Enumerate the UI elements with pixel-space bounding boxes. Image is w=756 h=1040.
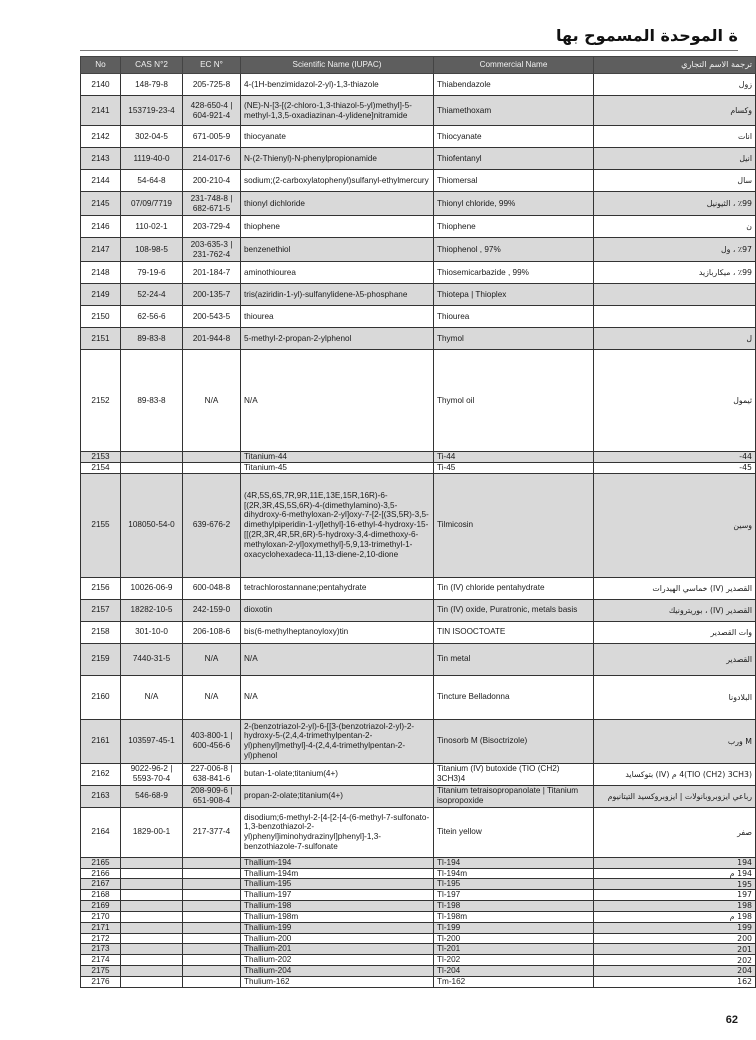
cell-commercial-name: Thiophenol , 97% xyxy=(434,238,594,262)
table-row xyxy=(81,148,756,170)
cell-scientific-name: tris(aziridin-1-yl)-sulfanylidene-λ5-phosphane xyxy=(241,284,434,306)
cell-commercial-name: Ti-44 xyxy=(434,452,594,463)
cell-scientific-name: Thallium-201 xyxy=(241,944,434,955)
table-row xyxy=(81,621,756,643)
cell-scientific-name: Thallium-200 xyxy=(241,933,434,944)
cell-scientific-name: benzenethiol xyxy=(241,238,434,262)
cell-commercial-name: Titanium (IV) butoxide (TIO (CH2) 3CH3)4 xyxy=(434,763,594,785)
cell-ec: 203-729-4 xyxy=(183,216,241,238)
cell-commercial-name: Thymol xyxy=(434,328,594,350)
page-number: 62 xyxy=(725,1014,738,1026)
table-row xyxy=(81,577,756,599)
cell-arabic-name: 202 xyxy=(594,955,756,966)
cell-arabic-name: زول xyxy=(594,74,756,96)
cell-ec xyxy=(183,890,241,901)
cell-scientific-name: Thallium-195 xyxy=(241,879,434,890)
cell-cas xyxy=(121,944,183,955)
cell-cas: 103597-45-1 xyxy=(121,719,183,763)
table-row xyxy=(81,216,756,238)
cell-commercial-name: Thiomersal xyxy=(434,170,594,192)
cell-no: 2176 xyxy=(81,976,121,987)
cell-ec: 208-909-6 | 651-908-4 xyxy=(183,785,241,807)
cell-arabic-name: 199 xyxy=(594,922,756,933)
cell-cas: 1829-00-1 xyxy=(121,807,183,857)
cell-ec xyxy=(183,976,241,987)
cell-commercial-name: Tl-197 xyxy=(434,890,594,901)
cell-commercial-name: Tl-198m xyxy=(434,911,594,922)
table-row xyxy=(81,284,756,306)
cell-arabic-name: 45- xyxy=(594,462,756,473)
cell-ec: 201-944-8 xyxy=(183,328,241,350)
cell-commercial-name: Thiotepa | Thioplex xyxy=(434,284,594,306)
table-row xyxy=(81,807,756,857)
cell-commercial-name: Tl-199 xyxy=(434,922,594,933)
cell-scientific-name: (NE)-N-[3-[(2-chloro-1,3-thiazol-5-yl)methyl]-5-methyl-1,3,5-oxadiazinan-4-ylidene]nitramide xyxy=(241,96,434,126)
cell-cas: 108050-54-0 xyxy=(121,473,183,577)
cell-arabic-name: 195 xyxy=(594,879,756,890)
cell-no: 2160 xyxy=(81,675,121,719)
table-row xyxy=(81,955,756,966)
cell-no: 2170 xyxy=(81,911,121,922)
cell-no: 2144 xyxy=(81,170,121,192)
cell-arabic-name xyxy=(594,306,756,328)
cell-cas: 148-79-8 xyxy=(121,74,183,96)
cell-cas xyxy=(121,879,183,890)
cell-no: 2175 xyxy=(81,966,121,977)
cell-scientific-name: Thallium-198m xyxy=(241,911,434,922)
cell-ec: 403-800-1 | 600-456-6 xyxy=(183,719,241,763)
header-scientific-name: Scientific Name (IUPAC) xyxy=(241,57,434,74)
cell-no: 2174 xyxy=(81,955,121,966)
cell-cas: 153719-23-4 xyxy=(121,96,183,126)
cell-no: 2166 xyxy=(81,868,121,879)
cell-arabic-name: ٪97 ، ول xyxy=(594,238,756,262)
chemical-table xyxy=(80,56,756,988)
cell-ec xyxy=(183,966,241,977)
table-row xyxy=(81,719,756,763)
cell-cas xyxy=(121,933,183,944)
cell-arabic-name: القصدير xyxy=(594,643,756,675)
cell-arabic-name: القصدير (IV) ، بوريترونيك xyxy=(594,599,756,621)
table-row xyxy=(81,462,756,473)
cell-arabic-name: وسين xyxy=(594,473,756,577)
cell-arabic-name: وكسام xyxy=(594,96,756,126)
cell-ec: 214-017-6 xyxy=(183,148,241,170)
cell-cas xyxy=(121,922,183,933)
cell-arabic-name: ثيمول xyxy=(594,350,756,452)
cell-scientific-name: N-(2-Thienyl)-N-phenylpropionamide xyxy=(241,148,434,170)
cell-ec xyxy=(183,944,241,955)
cell-commercial-name: Tl-200 xyxy=(434,933,594,944)
cell-scientific-name: (4R,5S,6S,7R,9R,11E,13E,15R,16R)-6-[(2R,3R,4S,5S,6R)-4-(dimethylamino)-3,5-dihydroxy-6-methyloxan-2-yl]oxy-7-[2-[(3S,5R)-3,5-dimethylpiperidin-1-yl]ethyl]-16-ethyl-4-hydroxy-15-[[(2R,3R,4R,5R,6R)-5-hydroxy-3,4-dimethoxy-6-methyloxan-2-yl]oxymethyl]-5,9,13-trimethyl-1-oxacyclohexadeca-11,13-diene-2,10-dione xyxy=(241,473,434,577)
cell-commercial-name: Thiocyanate xyxy=(434,126,594,148)
cell-scientific-name: 4-(1H-benzimidazol-2-yl)-1,3-thiazole xyxy=(241,74,434,96)
table-row xyxy=(81,192,756,216)
cell-no: 2152 xyxy=(81,350,121,452)
cell-no: 2169 xyxy=(81,901,121,912)
cell-ec: 639-676-2 xyxy=(183,473,241,577)
cell-scientific-name: Thallium-194 xyxy=(241,857,434,868)
cell-cas xyxy=(121,901,183,912)
cell-ec xyxy=(183,922,241,933)
cell-scientific-name: Titanium-45 xyxy=(241,462,434,473)
table-row xyxy=(81,328,756,350)
cell-scientific-name: 2-(benzotriazol-2-yl)-6-[[3-(benzotriazol-2-yl)-2-hydroxy-5-(2,4,4-trimethylpentan-2-yl)phenyl]methyl]-4-(2,4,4-trimethylpentan-2-yl)phenol xyxy=(241,719,434,763)
table-row xyxy=(81,785,756,807)
cell-arabic-name xyxy=(594,284,756,306)
cell-ec: 203-635-3 | 231-762-4 xyxy=(183,238,241,262)
header-commercial-name: Commercial Name xyxy=(434,57,594,74)
cell-ec xyxy=(183,452,241,463)
cell-scientific-name: Thallium-204 xyxy=(241,966,434,977)
cell-ec: 201-184-7 xyxy=(183,262,241,284)
cell-no: 2146 xyxy=(81,216,121,238)
cell-scientific-name: Thallium-199 xyxy=(241,922,434,933)
cell-ec: N/A xyxy=(183,675,241,719)
cell-cas: 301-10-0 xyxy=(121,621,183,643)
table-row xyxy=(81,933,756,944)
cell-ec xyxy=(183,955,241,966)
cell-ec xyxy=(183,911,241,922)
cell-cas: 89-83-8 xyxy=(121,328,183,350)
cell-scientific-name: Titanium-44 xyxy=(241,452,434,463)
cell-commercial-name: Thiabendazole xyxy=(434,74,594,96)
cell-scientific-name: thiocyanate xyxy=(241,126,434,148)
table-row xyxy=(81,96,756,126)
cell-arabic-name: وات القصدير xyxy=(594,621,756,643)
cell-arabic-name: ل xyxy=(594,328,756,350)
cell-ec: 671-005-9 xyxy=(183,126,241,148)
cell-commercial-name: Ti-45 xyxy=(434,462,594,473)
cell-no: 2159 xyxy=(81,643,121,675)
cell-arabic-name: انات xyxy=(594,126,756,148)
cell-scientific-name: sodium;(2-carboxylatophenyl)sulfanyl-ethylmercury xyxy=(241,170,434,192)
cell-no: 2143 xyxy=(81,148,121,170)
cell-commercial-name: Tl-194m xyxy=(434,868,594,879)
cell-arabic-name: انيل xyxy=(594,148,756,170)
cell-arabic-name: (TIO (CH2) 3CH3)4 م (IV) بتوكسايد xyxy=(594,763,756,785)
cell-commercial-name: Tm-162 xyxy=(434,976,594,987)
cell-arabic-name: 197 xyxy=(594,890,756,901)
cell-cas xyxy=(121,890,183,901)
table-body xyxy=(81,74,756,988)
cell-scientific-name: Thallium-194m xyxy=(241,868,434,879)
table-row xyxy=(81,966,756,977)
table-row xyxy=(81,763,756,785)
table-row xyxy=(81,170,756,192)
cell-scientific-name: aminothiourea xyxy=(241,262,434,284)
cell-no: 2164 xyxy=(81,807,121,857)
cell-no: 2140 xyxy=(81,74,121,96)
cell-commercial-name: Tl-201 xyxy=(434,944,594,955)
cell-no: 2155 xyxy=(81,473,121,577)
cell-commercial-name: Tin (IV) oxide, Puratronic, metals basis xyxy=(434,599,594,621)
table-header-row xyxy=(81,57,756,74)
cell-no: 2172 xyxy=(81,933,121,944)
table-row xyxy=(81,238,756,262)
cell-ec: N/A xyxy=(183,643,241,675)
cell-commercial-name: Titanium tetraisopropanolate | Titanium isopropoxide xyxy=(434,785,594,807)
cell-cas: 7440-31-5 xyxy=(121,643,183,675)
table-row xyxy=(81,976,756,987)
cell-ec: 206-108-6 xyxy=(183,621,241,643)
table-row xyxy=(81,126,756,148)
cell-commercial-name: Thiosemicarbazide , 99% xyxy=(434,262,594,284)
cell-ec xyxy=(183,868,241,879)
cell-scientific-name: thiourea xyxy=(241,306,434,328)
cell-commercial-name: Thiamethoxam xyxy=(434,96,594,126)
cell-cas xyxy=(121,911,183,922)
cell-no: 2165 xyxy=(81,857,121,868)
cell-no: 2147 xyxy=(81,238,121,262)
cell-arabic-name: رباعي ايزوبروبانولات | ايزوبروكسيد التيتانيوم xyxy=(594,785,756,807)
cell-cas: 9022-96-2 | 5593-70-4 xyxy=(121,763,183,785)
cell-scientific-name: bis(6-methylheptanoyloxy)tin xyxy=(241,621,434,643)
title-rule xyxy=(80,50,738,51)
cell-no: 2151 xyxy=(81,328,121,350)
cell-scientific-name: tetrachlorostannane;pentahydrate xyxy=(241,577,434,599)
cell-no: 2156 xyxy=(81,577,121,599)
cell-ec: 200-543-5 xyxy=(183,306,241,328)
cell-arabic-name: 198 م xyxy=(594,911,756,922)
table-row xyxy=(81,473,756,577)
cell-cas xyxy=(121,857,183,868)
table-row xyxy=(81,262,756,284)
cell-ec: 231-748-8 | 682-671-5 xyxy=(183,192,241,216)
cell-scientific-name: Thulium-162 xyxy=(241,976,434,987)
cell-cas: 89-83-8 xyxy=(121,350,183,452)
cell-cas: 52-24-4 xyxy=(121,284,183,306)
cell-commercial-name: Tl-195 xyxy=(434,879,594,890)
cell-scientific-name: disodium;6-methyl-2-[4-[2-[4-(6-methyl-7-sulfonato-1,3-benzothiazol-2-yl)phenyl]iminohydrazinyl]phenyl]-1,3-benzothiazole-7-sulfonate xyxy=(241,807,434,857)
cell-cas: 1119-40-0 xyxy=(121,148,183,170)
cell-cas: 54-64-8 xyxy=(121,170,183,192)
cell-no: 2141 xyxy=(81,96,121,126)
cell-ec: 200-135-7 xyxy=(183,284,241,306)
cell-commercial-name: Tl-204 xyxy=(434,966,594,977)
cell-commercial-name: Thiophene xyxy=(434,216,594,238)
cell-scientific-name: butan-1-olate;titanium(4+) xyxy=(241,763,434,785)
cell-ec xyxy=(183,933,241,944)
cell-arabic-name: ن xyxy=(594,216,756,238)
cell-cas: N/A xyxy=(121,675,183,719)
cell-commercial-name: TIN ISOOCTOATE xyxy=(434,621,594,643)
cell-commercial-name: Thionyl chloride, 99% xyxy=(434,192,594,216)
cell-scientific-name: Thallium-197 xyxy=(241,890,434,901)
cell-scientific-name: dioxotin xyxy=(241,599,434,621)
cell-commercial-name: Tinosorb M (Bisoctrizole) xyxy=(434,719,594,763)
cell-cas: 108-98-5 xyxy=(121,238,183,262)
header-ec: EC N° xyxy=(183,57,241,74)
cell-cas xyxy=(121,966,183,977)
cell-arabic-name: 201 xyxy=(594,944,756,955)
table-row xyxy=(81,599,756,621)
cell-cas: 302-04-5 xyxy=(121,126,183,148)
cell-no: 2161 xyxy=(81,719,121,763)
cell-ec xyxy=(183,879,241,890)
cell-ec xyxy=(183,901,241,912)
cell-arabic-name: 194 xyxy=(594,857,756,868)
cell-commercial-name: Tl-202 xyxy=(434,955,594,966)
cell-arabic-name: 200 xyxy=(594,933,756,944)
cell-arabic-name: 194 م xyxy=(594,868,756,879)
cell-ec: N/A xyxy=(183,350,241,452)
cell-arabic-name: 204 xyxy=(594,966,756,977)
cell-cas xyxy=(121,955,183,966)
cell-cas xyxy=(121,868,183,879)
page-title: ة الموحدة المسموح بها xyxy=(556,26,738,45)
cell-cas: 10026-06-9 xyxy=(121,577,183,599)
cell-no: 2158 xyxy=(81,621,121,643)
cell-arabic-name: البلادونا xyxy=(594,675,756,719)
cell-scientific-name: N/A xyxy=(241,350,434,452)
cell-cas xyxy=(121,462,183,473)
cell-commercial-name: Tilmicosin xyxy=(434,473,594,577)
cell-scientific-name: N/A xyxy=(241,643,434,675)
cell-no: 2154 xyxy=(81,462,121,473)
header-no: No xyxy=(81,57,121,74)
cell-no: 2150 xyxy=(81,306,121,328)
cell-scientific-name: thiophene xyxy=(241,216,434,238)
cell-ec: 242-159-0 xyxy=(183,599,241,621)
cell-scientific-name: thionyl dichloride xyxy=(241,192,434,216)
cell-cas: 79-19-6 xyxy=(121,262,183,284)
table-row xyxy=(81,452,756,463)
cell-cas: 07/09/7719 xyxy=(121,192,183,216)
cell-arabic-name: 44- xyxy=(594,452,756,463)
cell-arabic-name: 162 xyxy=(594,976,756,987)
cell-no: 2148 xyxy=(81,262,121,284)
table-row xyxy=(81,879,756,890)
table-row xyxy=(81,74,756,96)
cell-arabic-name: ٪99 ، ميكاربازيد xyxy=(594,262,756,284)
cell-arabic-name: M ورب xyxy=(594,719,756,763)
cell-scientific-name: Thallium-202 xyxy=(241,955,434,966)
cell-cas: 546-68-9 xyxy=(121,785,183,807)
cell-arabic-name: القصدير (IV) خماسي الهيدرات xyxy=(594,577,756,599)
cell-cas: 62-56-6 xyxy=(121,306,183,328)
header-cas: CAS N°2 xyxy=(121,57,183,74)
cell-no: 2173 xyxy=(81,944,121,955)
table-row xyxy=(81,944,756,955)
cell-no: 2157 xyxy=(81,599,121,621)
cell-no: 2163 xyxy=(81,785,121,807)
cell-commercial-name: Tincture Belladonna xyxy=(434,675,594,719)
table-row xyxy=(81,675,756,719)
table-row xyxy=(81,350,756,452)
cell-no: 2162 xyxy=(81,763,121,785)
cell-commercial-name: Tin metal xyxy=(434,643,594,675)
table-row xyxy=(81,901,756,912)
cell-arabic-name: 198 xyxy=(594,901,756,912)
cell-ec: 200-210-4 xyxy=(183,170,241,192)
table-row xyxy=(81,857,756,868)
cell-cas xyxy=(121,976,183,987)
cell-arabic-name: صفر xyxy=(594,807,756,857)
cell-scientific-name: propan-2-olate;titanium(4+) xyxy=(241,785,434,807)
cell-ec: 428-650-4 | 604-921-4 xyxy=(183,96,241,126)
cell-ec: 217-377-4 xyxy=(183,807,241,857)
cell-ec: 600-048-8 xyxy=(183,577,241,599)
table-row xyxy=(81,306,756,328)
cell-no: 2153 xyxy=(81,452,121,463)
cell-ec xyxy=(183,462,241,473)
cell-commercial-name: Tl-198 xyxy=(434,901,594,912)
table-row xyxy=(81,911,756,922)
table-row xyxy=(81,643,756,675)
cell-ec xyxy=(183,857,241,868)
cell-commercial-name: Tl-194 xyxy=(434,857,594,868)
cell-no: 2167 xyxy=(81,879,121,890)
table-row xyxy=(81,868,756,879)
table-row xyxy=(81,890,756,901)
cell-arabic-name: سال xyxy=(594,170,756,192)
cell-commercial-name: Titein yellow xyxy=(434,807,594,857)
cell-commercial-name: Thiourea xyxy=(434,306,594,328)
cell-no: 2171 xyxy=(81,922,121,933)
cell-commercial-name: Thiofentanyl xyxy=(434,148,594,170)
cell-no: 2149 xyxy=(81,284,121,306)
table-row xyxy=(81,922,756,933)
cell-commercial-name: Tin (IV) chloride pentahydrate xyxy=(434,577,594,599)
cell-scientific-name: N/A xyxy=(241,675,434,719)
cell-scientific-name: Thallium-198 xyxy=(241,901,434,912)
cell-no: 2145 xyxy=(81,192,121,216)
cell-scientific-name: 5-methyl-2-propan-2-ylphenol xyxy=(241,328,434,350)
cell-ec: 227-006-8 | 638-841-6 xyxy=(183,763,241,785)
cell-arabic-name: ٪99 ، الثيونيل xyxy=(594,192,756,216)
cell-ec: 205-725-8 xyxy=(183,74,241,96)
cell-commercial-name: Thymol oil xyxy=(434,350,594,452)
cell-cas: 110-02-1 xyxy=(121,216,183,238)
cell-no: 2168 xyxy=(81,890,121,901)
header-arabic-name: ترجمة الاسم التجاري xyxy=(594,57,756,74)
cell-cas xyxy=(121,452,183,463)
cell-cas: 18282-10-5 xyxy=(121,599,183,621)
cell-no: 2142 xyxy=(81,126,121,148)
